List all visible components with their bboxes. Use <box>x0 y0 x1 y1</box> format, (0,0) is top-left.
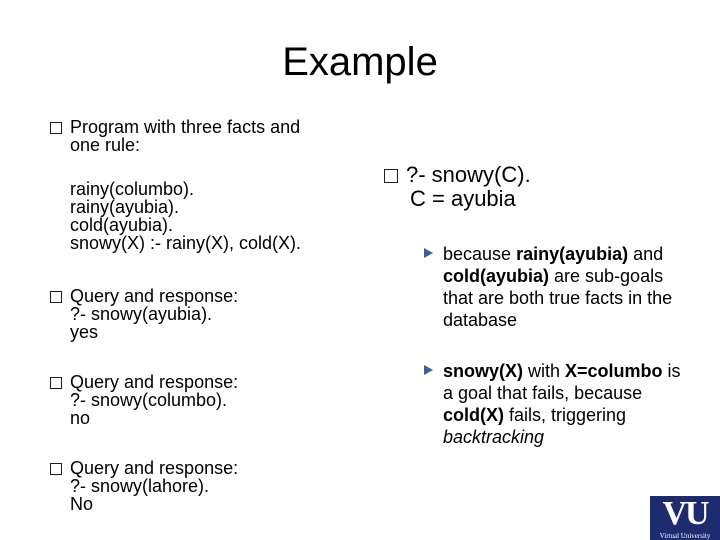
triangle-bullet-icon <box>424 248 433 258</box>
checkbox-bullet-icon <box>50 463 62 475</box>
query-answer: No <box>70 494 94 514</box>
query-label: Query and response: <box>70 286 239 306</box>
query-bullet <box>50 373 238 427</box>
note-segment: are sub-goals that are both true facts in the database <box>443 266 673 330</box>
note-segment: snowy(X) <box>443 361 524 381</box>
query-bullet <box>50 459 238 513</box>
note-segment: because <box>443 244 517 264</box>
note-segment: cold(ayubia) <box>443 266 550 286</box>
right-query: ?- snowy(C). <box>406 162 531 187</box>
query-label: Query and response: <box>70 458 239 478</box>
intro-line: Program with three facts and <box>70 117 301 137</box>
university-logo <box>650 496 720 540</box>
program-line: rainy(columbo). <box>70 179 195 199</box>
query-bullet <box>50 287 238 341</box>
intro-bullet <box>50 118 300 154</box>
query-text: ?- snowy(columbo). <box>70 390 228 410</box>
logo-letters: VU <box>662 496 708 532</box>
checkbox-bullet-icon <box>50 377 62 389</box>
logo-subtitle: Virtual University <box>659 532 711 540</box>
intro-line: one rule: <box>70 135 141 155</box>
slide-title: Example <box>282 40 438 84</box>
query-text: ?- snowy(lahore). <box>70 476 210 496</box>
checkbox-bullet-icon <box>50 122 62 134</box>
query-text: ?- snowy(ayubia). <box>70 304 213 324</box>
note-segment: backtracking <box>443 427 545 447</box>
note-segment: X=columbo <box>565 361 663 381</box>
note-item <box>424 360 693 448</box>
program-line: rainy(ayubia). <box>70 197 180 217</box>
note-text <box>443 360 693 448</box>
right-answer: C = ayubia <box>410 186 516 211</box>
note-text <box>443 243 693 331</box>
query-answer: yes <box>70 322 99 342</box>
checkbox-bullet-icon <box>384 169 398 183</box>
note-item <box>424 243 693 331</box>
note-segment: with <box>523 361 566 381</box>
program-line: cold(ayubia). <box>70 215 174 235</box>
right-query-bullet <box>384 163 531 211</box>
query-label: Query and response: <box>70 372 239 392</box>
note-segment: and <box>628 244 664 264</box>
note-segment: rainy(ayubia) <box>516 244 629 264</box>
note-segment: cold(X) <box>443 405 504 425</box>
note-segment: fails, triggering <box>504 405 627 425</box>
program-line: snowy(X) :- rainy(X), cold(X). <box>70 233 302 253</box>
note-segment: is a goal that fails, because <box>443 361 681 403</box>
triangle-bullet-icon <box>424 365 433 375</box>
query-answer: no <box>70 408 91 428</box>
program-code <box>70 180 301 252</box>
checkbox-bullet-icon <box>50 291 62 303</box>
